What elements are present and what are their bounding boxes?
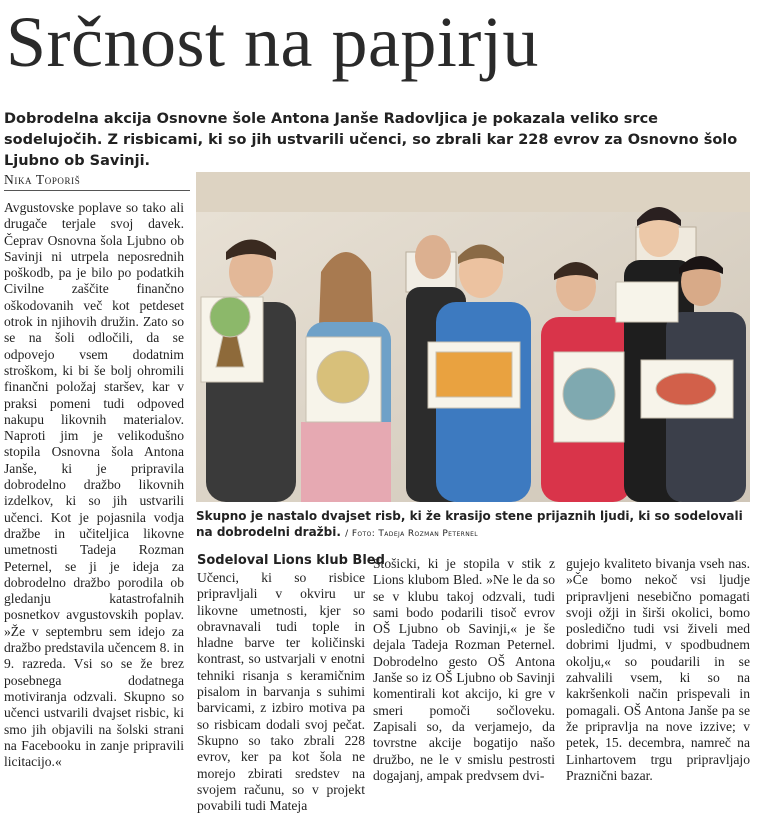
group-photo xyxy=(196,172,750,502)
subheading: Sodeloval Lions klub Bled xyxy=(197,553,385,568)
headline: Srčnost na papirju xyxy=(6,2,539,82)
photo-caption xyxy=(196,508,752,542)
caption-text: Skupno je nastalo dvajset risb, ki že krasijo stene prijaznih ljudi, ki so sodelovali na dobrodelni dražbi. xyxy=(196,509,743,539)
article-column-4: gujejo kvaliteto bivanja vseh nas. »Če bomo nekoč vsi ljudje pripravljeni nesebično pomagati svoji ožji in širši okolici, bomo posledično tudi vsi živeli med dobrimi ljudmi, v spodbudnem okolju,« so poudarili in se zahvalili vsem, ki so na kakršenkoli način prispevali in pomagali. OŠ Antona Janše pa se že pripravlja na nove izzive; v petek, 15. decembra, namreč na Linhartovem trgu pripravljajo Praznični bazar. xyxy=(566,556,750,783)
article-column-2: Učenci, ki so risbice pripravljali v okviru ur likovne umetnosti, kjer so obravnavali tudi tople in hladne barve ter količinski kontrast, so ustvarjali v enotni tehniki risanja s keramičnim pisalom in barvanja s suhimi barvicami, z izbiro motiva pa so risbicam dodali svoj pečat. Skupno so tako zbrali 228 evrov, ker pa kot šola ne morejo zbirati sredstev na svojem računu, so v projekt povabili tudi Mateja xyxy=(197,570,365,814)
article-column-3: Stošicki, ki je stopila v stik z Lions klubom Bled. »Ne le da so se v klubu takoj odzvali, tudi sami bodo podarili tisoč evrov OŠ Ljubno ob Savinji,« je še dejala Tadeja Rozman Peternel. Dobrodelno gesto OŠ Antona Janše so iz OŠ Ljubno ob Savinji komentirali kot akcijo, ki gre v smeri pomoči sočloveku. Zapisali so, da verjamejo, da tovrstne akcije bogatijo našo družbo, ne le v smislu pestrosti dogajanj, ampak predvsem dvi- xyxy=(373,556,555,783)
article-column-1: Avgustovske poplave so tako ali drugače terjale svoj davek. Čeprav Osnovna šola Ljubno ob Savinji ni utrpela neposrednih poškodb, pa je bilo po podatkih Civilne zaščite finančno oškodovanih več kot petdeset otrok in njihovih družin. Zato so se na šoli odločili, da se odpovejo vsem dodatnim stroškom, ki bi še bolj ohromili finančni položaj staršev, kar v praksi pomeni tudi odpoved nakupu likovnih materialov. Naproti jim je velikodušno stopila Osnovna šola Antona Janše, ki je pripravila dobrodelno dražbo likovnih izdelkov, ki so jih ustvarili učenci. Kot je pojasnila vodja dražbe in učiteljica likovne umetnosti Tadeja Rozman Peternel, se ji je ideja za dobrodelno dražbo porodila ob gledanju katastrofalnih posnetkov avgustovskih poplav. »Že v septembru sem idejo za dražbo predstavila učencem 8. in 9. razreda. Vsi so se že brez posebnega dodatnega motiviranja odzvali. Skupno so učenci ustvarili dvajset risbic, ki smo jih objavili na šolski strani na Facebooku in zanje pripravili licitacijo.« xyxy=(4,200,184,770)
lead-paragraph: Dobrodelna akcija Osnovne šole Antona Janše Radovljica je pokazala veliko srce sodelujočih. Z risbicami, ki so jih ustvarili učenci, so zbrali kar 228 evrov za Osnovno šolo Ljubno ob Savinji. xyxy=(4,111,738,169)
photo-credit: / Foto: Tadeja Rozman Peternel xyxy=(345,529,479,539)
byline: Nika Toporiš xyxy=(4,172,190,191)
